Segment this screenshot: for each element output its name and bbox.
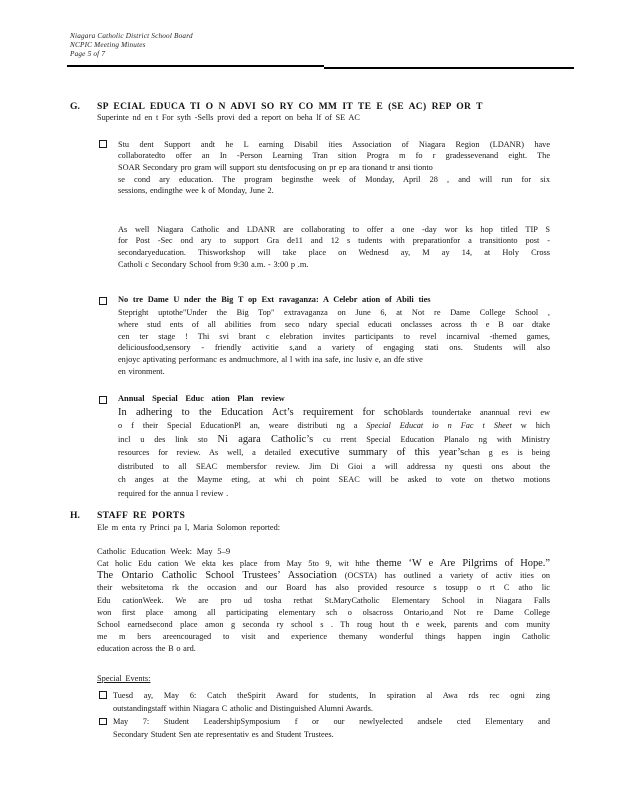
text-segment: The Ontario Catholic School Trustees’ Association bbox=[97, 570, 337, 582]
text-line bbox=[97, 643, 550, 655]
text-line bbox=[97, 607, 550, 619]
text-segment: Ni agara Catholic’s bbox=[217, 433, 314, 445]
text-line bbox=[113, 715, 550, 728]
section-g-subtitle: Superinte nd en t For syth -Sells provi ded a report on beha lf of SE AC bbox=[97, 113, 360, 122]
text-segment: secondaryeducation. Thisworkshop will take place on Wednesd ay, M ay 14, at Holy Cross bbox=[118, 247, 550, 257]
checkbox-bullet-icon bbox=[99, 691, 107, 699]
text-line bbox=[118, 185, 550, 197]
text-segment: Edu cationWeek. We are pro ud tosha rethat St.MaryCatholic Elementary School in Niagara Falls bbox=[97, 595, 550, 605]
text-line bbox=[118, 235, 550, 247]
text-line bbox=[118, 139, 550, 151]
text-segment: blards toundertake anannual revi ew bbox=[402, 407, 550, 417]
header-page-number: Page 5 of 7 bbox=[70, 50, 106, 59]
text-line bbox=[118, 419, 550, 433]
text-line bbox=[118, 247, 550, 259]
checkbox-bullet-icon bbox=[99, 396, 107, 404]
checkbox-bullet-icon bbox=[99, 140, 107, 148]
text-segment: In adhering to the Education Act’s requirement for scho bbox=[118, 406, 403, 418]
text-segment: deliciousfood,sensory - friendly activitie s,and a variety of engaging stati ons. Students will also bbox=[118, 343, 550, 353]
special-event-2 bbox=[113, 715, 550, 741]
text-segment: me m bers areencouraged to visit and experience themany wonderful things happen ingin Catholic bbox=[97, 632, 550, 642]
text-segment: collaboratedto offer an In -Person Learning Tran sition Progra m fo r gradessevenand eight. The bbox=[118, 151, 550, 161]
seac-bullet1-paragraph1 bbox=[118, 139, 550, 198]
text-segment: ch anges at the Mayme eting, at whi ch point SEAC will be asked to vote on thetwo motions bbox=[118, 475, 550, 484]
section-g-title: SP ECIAL EDUCA TI O N ADVI SO RY CO MM IT TE E (SE AC) REP OR T bbox=[97, 101, 483, 112]
section-h-letter: H. bbox=[70, 510, 80, 521]
text-segment: Catholi c Secondary School from 9:30 a.m. - 3:00 p .m. bbox=[118, 259, 309, 269]
text-line bbox=[118, 406, 550, 420]
seac-bullet2-body bbox=[118, 307, 550, 378]
text-line bbox=[118, 162, 550, 174]
text-line bbox=[113, 728, 550, 741]
text-segment: SOAR Secondary pro gram will support stu dentsfocusing on pr ep ara tionand tr ansi tionto bbox=[118, 162, 433, 172]
text-segment: where stud ents of all abilities from seco ndary special educati onclasses across th e B oar dtake bbox=[118, 319, 550, 329]
section-g-letter: G. bbox=[70, 101, 80, 112]
text-segment: education across the B o ard. bbox=[97, 644, 196, 654]
text-segment: their websitetoma rk the occasion and our Board has also provided resource s tosupp o rt C atho lic bbox=[97, 583, 550, 593]
text-segment: w hich bbox=[511, 421, 550, 430]
text-segment: o f their Special EducationPl an, weare distributi ng a bbox=[118, 421, 367, 430]
text-line bbox=[118, 460, 550, 474]
seac-bullet1-paragraph2 bbox=[118, 224, 550, 271]
text-line bbox=[118, 319, 550, 331]
checkbox-bullet-icon bbox=[99, 718, 107, 726]
header-board-name: Niagara Catholic District School Board bbox=[70, 32, 193, 40]
text-line bbox=[97, 595, 550, 607]
text-line bbox=[118, 433, 550, 447]
text-line bbox=[97, 570, 550, 582]
text-segment: Special Educat io n Fac t Sheet bbox=[366, 421, 512, 430]
text-segment: chan g es is being bbox=[464, 448, 550, 457]
text-segment: resources for review. As well, a detailed bbox=[118, 448, 300, 457]
checkbox-bullet-icon bbox=[99, 297, 107, 305]
text-line bbox=[118, 224, 550, 236]
text-line bbox=[118, 354, 550, 366]
text-segment: Stepright uptothe"Under the Big Top" extravaganza on June 6, at Not re Dame College School , bbox=[118, 308, 550, 317]
seac-bullet3-heading: Annual Special Educ ation Plan review bbox=[118, 394, 285, 403]
special-event-1 bbox=[113, 689, 550, 715]
section-h-title: STAFF RE PORTS bbox=[97, 510, 186, 521]
text-segment: School earnedsecond place amon g seconda ry school s . Th roug hout th e week, parents and com munity bbox=[97, 620, 550, 630]
text-segment: outstandingstaff within Niagara C atholic and Distinguished Alumni Awards. bbox=[113, 703, 373, 713]
seac-bullet3-body bbox=[118, 406, 550, 501]
text-line bbox=[97, 619, 550, 631]
text-segment: sessions, endingthe wee k of Monday, June 2. bbox=[118, 186, 274, 196]
text-line bbox=[118, 366, 550, 378]
header-rule-right bbox=[324, 67, 574, 69]
text-segment: en vironment. bbox=[118, 366, 165, 376]
text-line bbox=[97, 582, 550, 594]
text-segment: May 7: Student LeadershipSymposium f or our newlyelected andsele cted Elementary and bbox=[113, 717, 550, 726]
text-line bbox=[118, 473, 550, 487]
seac-bullet2-heading: No tre Dame U nder the Big T op Ext ravaganza: A Celebr ation of Abili ties bbox=[118, 295, 431, 304]
text-segment: Stu dent Support andt he L earning Disabil ities Association of Niagara Region (LDANR) have bbox=[118, 139, 550, 149]
text-line bbox=[97, 631, 550, 643]
text-line bbox=[113, 689, 550, 702]
page-header bbox=[70, 32, 193, 60]
text-line bbox=[118, 259, 550, 271]
text-segment: distributed to all SEAC membersfor review. Jim Di Gioi a will addressa ny questi ons about the bbox=[118, 461, 550, 471]
text-line bbox=[118, 487, 550, 501]
text-segment: As well Niagara Catholic and LDANR are collaborating to offer a one -day wor ks hop titled TIP S bbox=[118, 224, 550, 234]
text-segment: Secondary Student Sen ate representativ es and Student Trustees. bbox=[113, 730, 334, 740]
text-line bbox=[113, 702, 550, 715]
staff-intro: Ele m enta ry Princi pa l, Maria Solomon reported: bbox=[97, 523, 281, 532]
catholic-education-week-paragraph bbox=[97, 558, 550, 656]
text-segment: theme ‘W e Are Pilgrims of Hope.” bbox=[376, 558, 550, 569]
text-segment: Tuesd ay, May 6: Catch theSpirit Award for students, In spiration al Awa rds rec ogni zing bbox=[113, 690, 550, 700]
text-segment: for Post -Sec ond ary to support Gra de11 and 12 s tudents with preparationfor a transitionto post - bbox=[118, 236, 550, 246]
special-events-title: Special Events: bbox=[97, 673, 151, 683]
text-line bbox=[97, 558, 550, 570]
catholic-education-week-title: Catholic Education Week: May 5–9 bbox=[97, 546, 231, 556]
text-segment: required for the annua l review . bbox=[118, 488, 229, 498]
text-line bbox=[118, 307, 550, 319]
text-segment: executive summary of this year’s bbox=[299, 447, 465, 458]
header-minutes-title: NCPIC Meeting Minutes bbox=[70, 41, 146, 50]
text-line bbox=[118, 446, 550, 460]
text-segment: cu rrent Special Education Planalo ng with Ministry bbox=[313, 434, 550, 444]
text-line bbox=[118, 342, 550, 354]
text-segment: won first place among all participating elementary sch o olsacross Ontario,and Not re Dame College bbox=[97, 607, 550, 617]
text-line bbox=[118, 331, 550, 343]
text-segment: Cat holic Edu cation We ekta kes place from May 5to 9, wit hthe bbox=[97, 559, 377, 568]
text-line bbox=[118, 174, 550, 186]
header-rule-left bbox=[67, 65, 324, 67]
text-segment: se cond ary education. The program beginsthe week of Monday, April 28 , and will run for six bbox=[118, 174, 550, 184]
text-segment: enjoyc aptivating performanc es andmuchmore, al l with ina safe, inc lusiv e, an dfe stive bbox=[118, 355, 423, 365]
text-segment: incl u des link sto bbox=[118, 434, 218, 444]
text-segment: cen ter stage ! Thi svi brant c elebration invites participants to revel incarnival -themed games, bbox=[118, 331, 550, 341]
text-segment: (OCSTA) has outlined a variety of activ ities on bbox=[336, 571, 550, 581]
text-line bbox=[118, 150, 550, 162]
